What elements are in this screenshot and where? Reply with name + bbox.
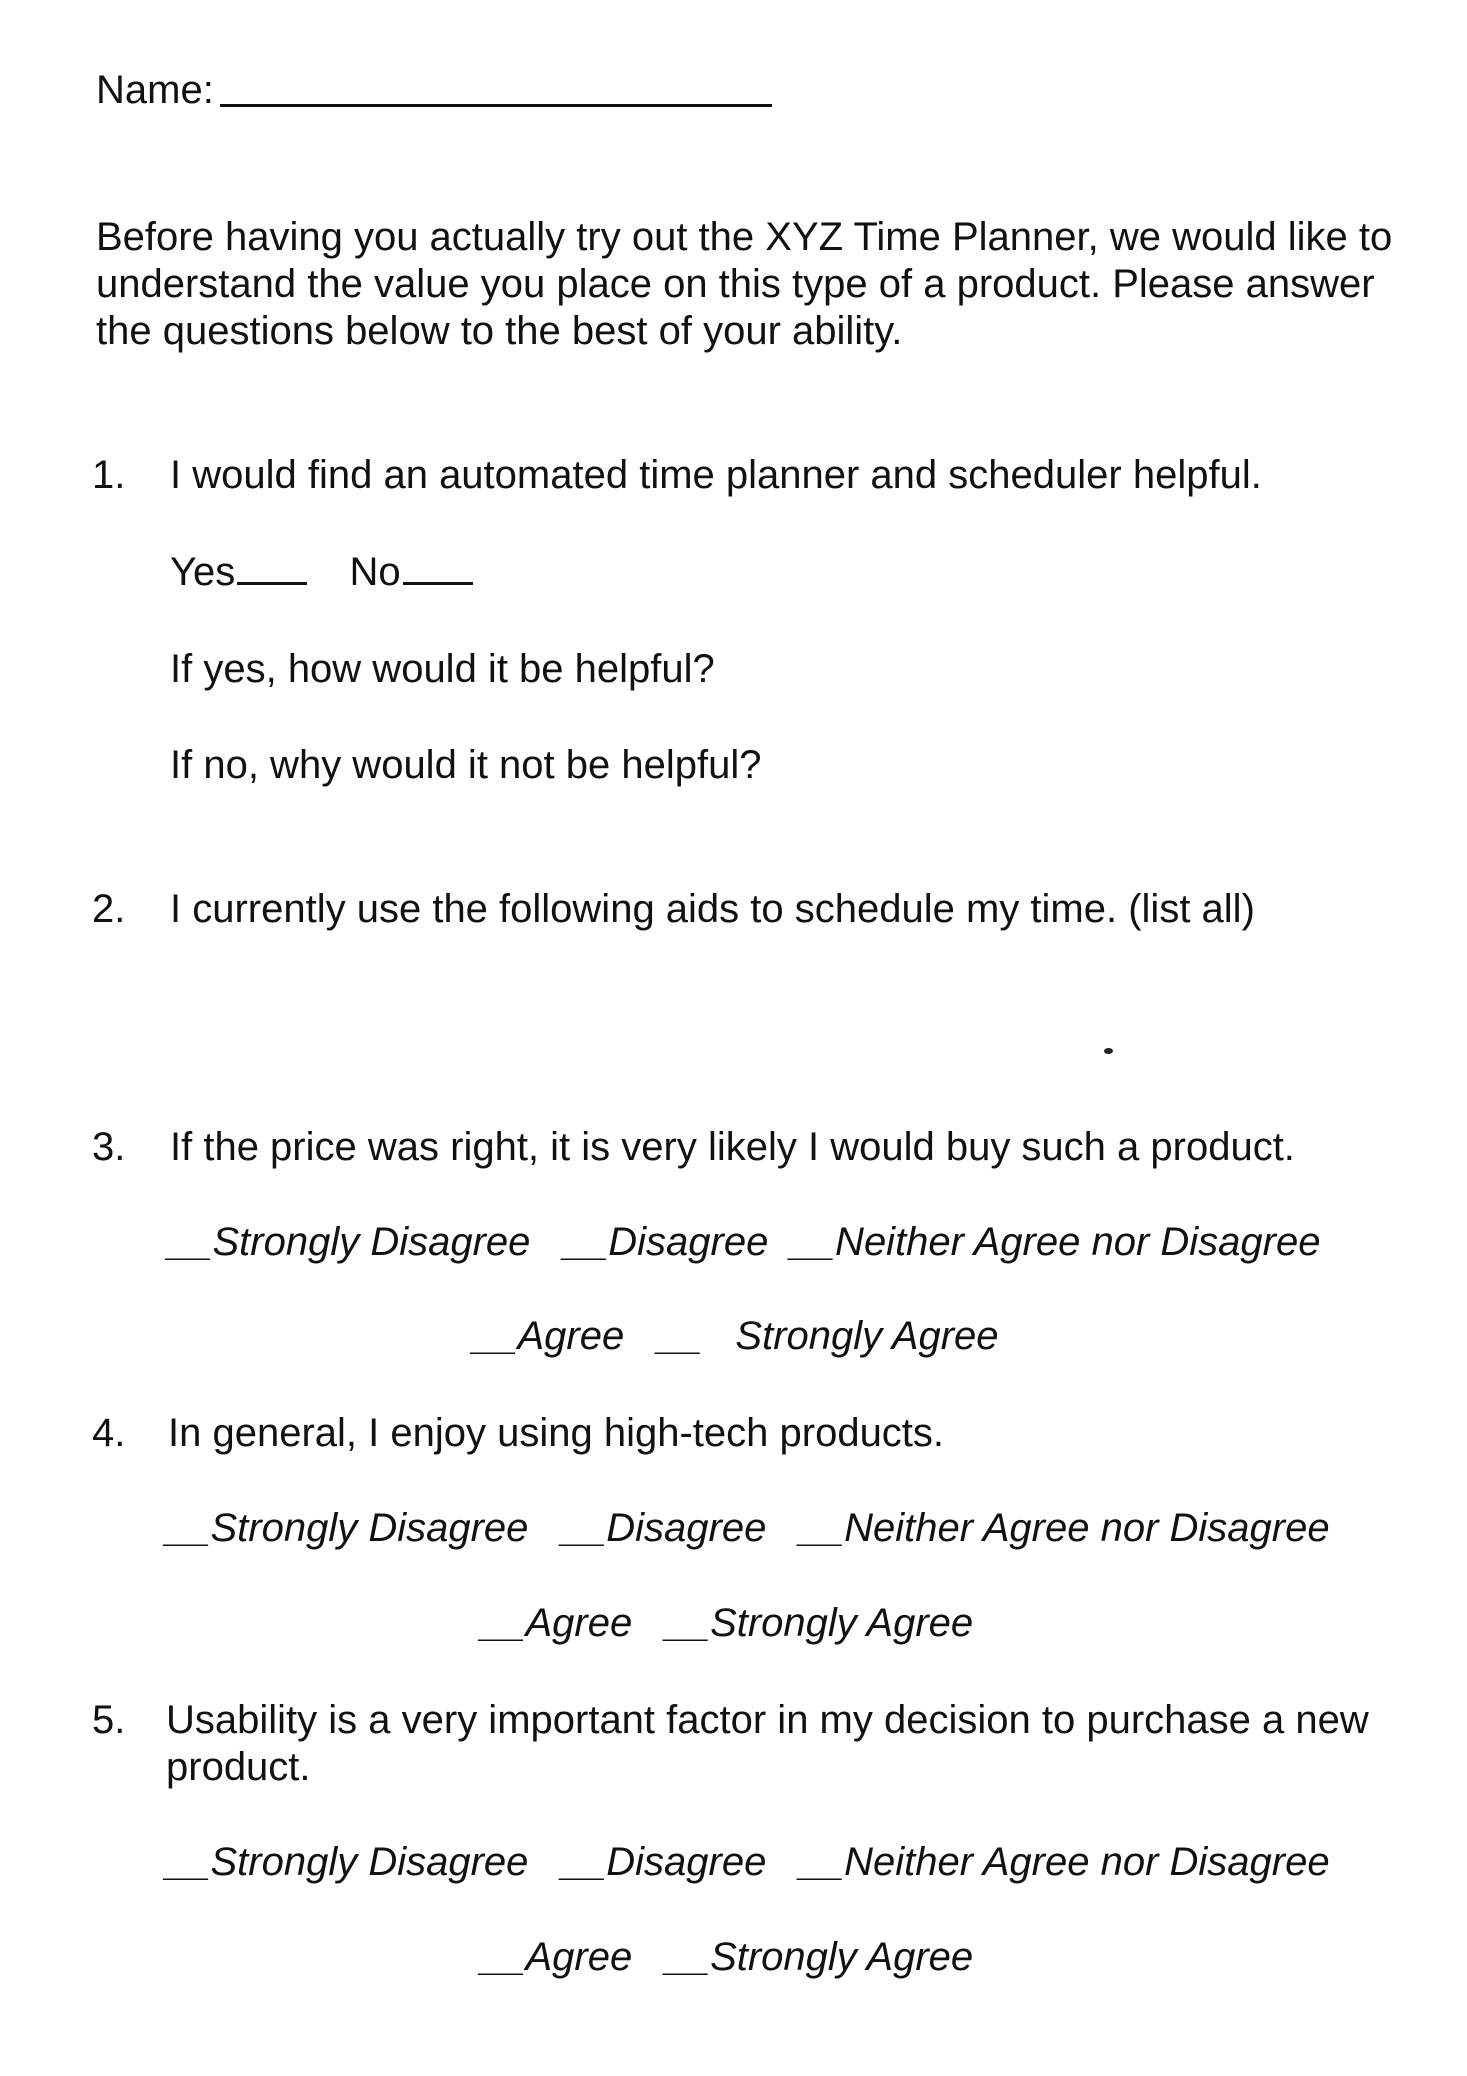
intro-line: understand the value you place on this type of a product. Please answer — [96, 262, 1375, 306]
question-text: I currently use the following aids to schedule my time. (list all) — [170, 887, 1255, 931]
intro-line: the questions below to the best of your ability. — [96, 309, 903, 353]
intro-line: Before having you actually try out the XYZ Time Planner, we would like to — [96, 215, 1393, 259]
question-number: 5. — [92, 1698, 126, 1742]
yes-blank[interactable] — [237, 582, 307, 585]
question-text: If the price was right, it is very likely I would buy such a product. — [170, 1125, 1295, 1169]
no-label: No — [349, 550, 401, 594]
question-text: Usability is a very important factor in my decision to purchase a new — [166, 1698, 1369, 1742]
name-label: Name: — [96, 68, 214, 112]
question-number: 1. — [92, 453, 126, 497]
followup-no-text: If no, why would it not be helpful? — [170, 743, 762, 787]
likert-scale-row[interactable]: __Agree __ Strongly Agree — [473, 1314, 999, 1358]
stray-mark — [1104, 1048, 1113, 1054]
question-number: 3. — [92, 1125, 126, 1169]
question-text: I would find an automated time planner and scheduler helpful. — [170, 453, 1262, 497]
no-blank[interactable] — [403, 582, 473, 585]
likert-scale-row[interactable]: __Agree __Strongly Agree — [481, 1601, 974, 1645]
question-number: 2. — [92, 887, 126, 931]
likert-scale-row[interactable]: __Strongly Disagree __Disagree __Neither Agree nor Disagree — [166, 1506, 1330, 1550]
question-text: product. — [166, 1745, 311, 1789]
question-number: 4. — [92, 1411, 126, 1455]
intro-paragraph — [96, 214, 1456, 355]
likert-scale-row[interactable]: __Strongly Disagree __Disagree __Neither Agree nor Disagree — [168, 1220, 1321, 1264]
name-blank-line[interactable] — [220, 104, 772, 107]
likert-scale-row[interactable]: __Agree __Strongly Agree — [481, 1935, 974, 1979]
likert-scale-row[interactable]: __Strongly Disagree __Disagree __Neither Agree nor Disagree — [166, 1840, 1330, 1884]
followup-yes-text: If yes, how would it be helpful? — [170, 647, 715, 691]
question-text: In general, I enjoy using high-tech products. — [168, 1411, 945, 1455]
yes-label: Yes — [170, 550, 236, 594]
yes-no-answer — [170, 552, 473, 592]
